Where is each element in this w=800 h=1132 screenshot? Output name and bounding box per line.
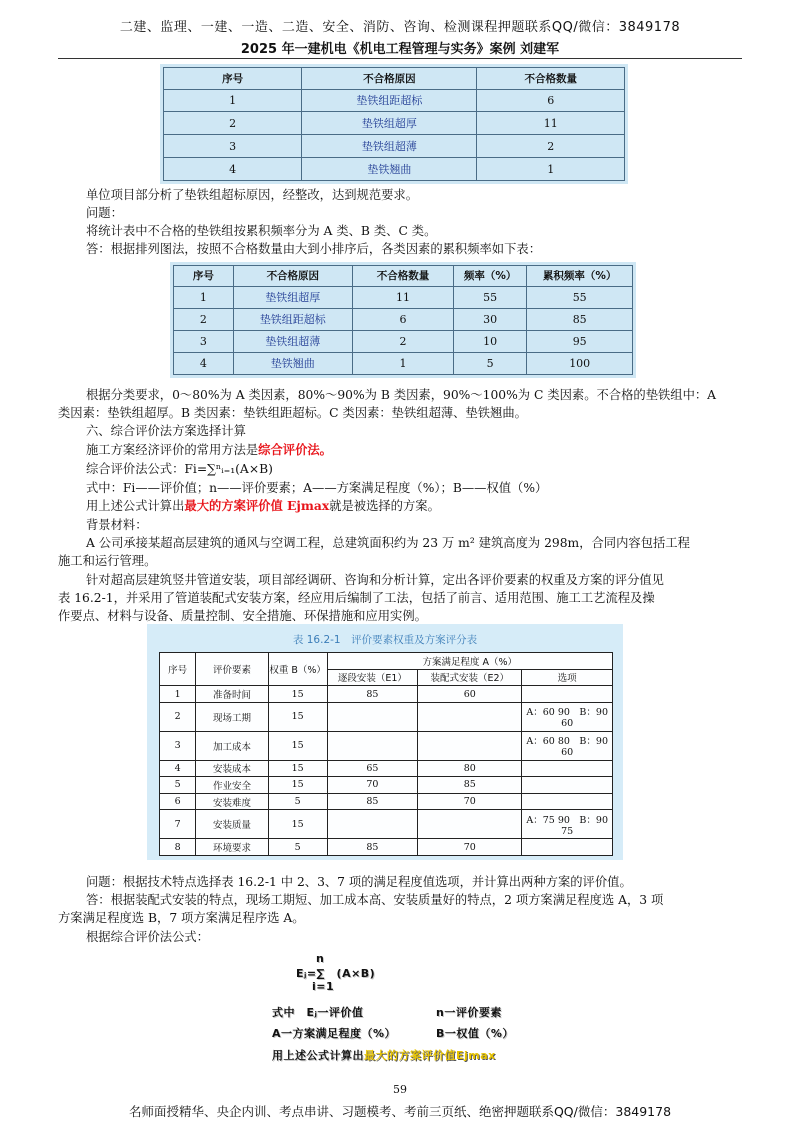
table-cell: 垫铁翘曲 — [233, 352, 352, 374]
table-cell: 100 — [527, 352, 633, 374]
table-cell: 10 — [453, 330, 526, 352]
table-header-cell: 评价要素 — [196, 653, 268, 686]
paragraph: 根据综合评价法公式： — [86, 930, 209, 944]
table-cell: 2 — [352, 330, 453, 352]
table-header-cell: 序号 — [160, 653, 196, 686]
table-row — [174, 308, 633, 330]
table-row — [164, 89, 625, 112]
table-cell: 5 — [268, 839, 327, 856]
table-header-cell: 累积频率（%） — [527, 266, 633, 287]
formula-calc-note — [272, 1047, 496, 1063]
table-header-cell: 不合格原因 — [233, 266, 352, 287]
table-cell: 3 — [174, 330, 234, 352]
table-header-cell: 选项 — [522, 669, 613, 686]
paragraph: 类因素：垫铁组超厚。B 类因素：垫铁组距超标。C 类因素：垫铁组超薄、垫铁翘曲。 — [58, 406, 527, 420]
paragraph: 表 16.2-1，并采用了管道装配式安装方案，经应用后编制了工法，包括了前言、适用范围、施工工艺流程及操 — [58, 591, 655, 605]
page-number: 59 — [393, 1083, 407, 1096]
table-cell: 2 — [164, 112, 302, 135]
table-cell: 55 — [453, 286, 526, 308]
paragraph: 施工和运行管理。 — [58, 554, 157, 568]
formula-main: Eⱼ=∑ (A×B) — [296, 967, 376, 980]
paragraph: 方案满足程度选 B，7 项方案满足程序选 A。 — [58, 911, 305, 925]
table-cell — [522, 686, 613, 703]
table-cell: 5 — [160, 777, 196, 794]
paragraph: 针对超高层建筑竖井管道安装，项目部经调研、咨询和分析计算，定出各评价要素的权重及方案的评分值见 — [86, 573, 664, 587]
header-line-2: 2025 年一建机电《机电工程管理与实务》案例 刘建军 — [240, 42, 560, 57]
table-cell: 安装难度 — [196, 793, 268, 810]
table-cell: 1 — [160, 686, 196, 703]
formula-sum-lower: i=1 — [312, 980, 335, 993]
paragraph — [86, 442, 332, 458]
table-row — [164, 158, 625, 181]
formula-sum-upper: n — [316, 952, 325, 965]
footer-line: 名师面授精华、央企内训、考点串讲、习题模考、考前三页纸、绝密押题联系QQ/微信：3849178 — [128, 1104, 672, 1119]
table-cell: 15 — [268, 686, 327, 703]
table-header-cell: 不合格数量 — [352, 266, 453, 287]
table-cell: 85 — [327, 686, 418, 703]
table-header-cell: 权重 B（%） — [268, 653, 327, 686]
table-row — [160, 760, 613, 777]
table-cell: 4 — [174, 352, 234, 374]
table-row — [164, 112, 625, 135]
table-cell: 15 — [268, 702, 327, 731]
table-cell: 垫铁组超薄 — [302, 135, 477, 158]
table-cell: 6 — [477, 89, 625, 112]
table-cell: 1 — [174, 286, 234, 308]
table-cell: 垫铁组超厚 — [302, 112, 477, 135]
table-cell: 11 — [477, 112, 625, 135]
table-header-cell: 不合格数量 — [477, 68, 625, 90]
table-cell: 85 — [527, 308, 633, 330]
formula-where-satisfaction: A一方案满足程度（%） — [272, 1027, 397, 1040]
table-header-cell: 装配式安装（E2） — [418, 669, 522, 686]
table-header-cell: 不合格原因 — [302, 68, 477, 90]
table-cell: 现场工期 — [196, 702, 268, 731]
table-header-row — [174, 266, 633, 287]
table-row — [174, 286, 633, 308]
table-cell: 垫铁组距超标 — [233, 308, 352, 330]
table-cell: 30 — [453, 308, 526, 330]
table-cell: A：60 80 B：90 60 — [522, 731, 613, 760]
text-span: 用上述公式计算出 — [86, 499, 185, 513]
table-row — [160, 702, 613, 731]
table-cell: 1 — [477, 158, 625, 181]
table-cell: 垫铁组距超标 — [302, 89, 477, 112]
text-span: 用上述公式计算出 — [272, 1049, 364, 1062]
text-span: 就是被选择的方案。 — [329, 499, 440, 513]
table-cell — [418, 810, 522, 839]
table-cell — [327, 810, 418, 839]
table-cell: 1 — [352, 352, 453, 374]
table-cell: 7 — [160, 810, 196, 839]
highlight-text: 综合评价法。 — [258, 442, 332, 457]
table-cell: 65 — [327, 760, 418, 777]
table-row — [160, 686, 613, 703]
table-cell — [522, 839, 613, 856]
table-header-cell: 频率（%） — [453, 266, 526, 287]
table-header-cell: 序号 — [174, 266, 234, 287]
table-header-cell: 序号 — [164, 68, 302, 90]
table-cell: 准备时间 — [196, 686, 268, 703]
formula-line: 综合评价法公式：Fi=∑ⁿᵢ₌₁(A×B) — [86, 462, 273, 476]
table-cell: 11 — [352, 286, 453, 308]
highlight-text: 最大的方案评价值 Ejmax — [184, 498, 330, 513]
formula-image — [272, 952, 542, 1064]
table-cell: 5 — [268, 793, 327, 810]
table-cell: 2 — [160, 702, 196, 731]
table-cell: 加工成本 — [196, 731, 268, 760]
table-cell: 安装质量 — [196, 810, 268, 839]
defect-count-table — [160, 64, 628, 184]
table-cell: 8 — [160, 839, 196, 856]
table-cell: 安装成本 — [196, 760, 268, 777]
table-row — [174, 352, 633, 374]
table-row — [164, 135, 625, 158]
formula-where-factor: n一评价要素 — [436, 1006, 502, 1019]
evaluation-score-table-image — [147, 624, 623, 860]
table-cell: 70 — [418, 793, 522, 810]
table-cell: 3 — [160, 731, 196, 760]
table-header-row — [160, 653, 613, 670]
table-cell: 环境要求 — [196, 839, 268, 856]
table-cell: 垫铁组超厚 — [233, 286, 352, 308]
paragraph: 式中：Fi——评价值；n——评价要素；A——方案满足程度（%）；B——权值（%） — [86, 481, 548, 495]
paragraph: 单位项目部分析了垫铁组超标原因，经整改，达到规范要求。 — [86, 188, 419, 202]
paragraph: 问题：根据技术特点选择表 16.2-1 中 2、3、7 项的满足程度值选项，并计算出两种方案的评价值。 — [86, 875, 632, 889]
table-cell: 15 — [268, 760, 327, 777]
table-cell: 垫铁翘曲 — [302, 158, 477, 181]
table-cell — [327, 702, 418, 731]
paragraph — [86, 498, 440, 514]
table-header-cell: 逐段安装（E1） — [327, 669, 418, 686]
table-cell: 70 — [418, 839, 522, 856]
paragraph: 答：根据装配式安装的特点，现场工期短、加工成本高、安装质量好的特点，2 项方案满足程度选 A，3 项 — [86, 893, 664, 907]
text-span: 施工方案经济评价的常用方法是 — [86, 443, 259, 457]
table-cell: A：75 90 B：90 75 — [522, 810, 613, 839]
table-cell: 15 — [268, 731, 327, 760]
table-cell — [522, 793, 613, 810]
formula-where-weight: B一权值（%） — [436, 1027, 514, 1040]
table-cell — [327, 731, 418, 760]
table-cell: 85 — [327, 839, 418, 856]
table-header-row — [164, 68, 625, 90]
paragraph: 背景材料： — [86, 518, 148, 532]
table-cell: A：60 90 B：90 60 — [522, 702, 613, 731]
table-cell: 垫铁组超薄 — [233, 330, 352, 352]
table-cell: 6 — [160, 793, 196, 810]
cumulative-frequency-table — [170, 262, 636, 378]
table-cell: 作业安全 — [196, 777, 268, 794]
table-cell: 85 — [418, 777, 522, 794]
table-cell: 2 — [174, 308, 234, 330]
table-cell — [418, 702, 522, 731]
table-row — [160, 731, 613, 760]
table-row — [160, 777, 613, 794]
header-line-1: 二建、监理、一建、一造、二造、安全、消防、咨询、检测课程押题联系QQ/微信：3849178 — [119, 20, 681, 35]
highlight-text: 最大的方案评价值Ejmax — [364, 1049, 496, 1062]
section-heading: 六、综合评价法方案选择计算 — [86, 424, 246, 438]
table-cell: 80 — [418, 760, 522, 777]
table-cell: 95 — [527, 330, 633, 352]
table-cell: 5 — [453, 352, 526, 374]
table-cell: 6 — [352, 308, 453, 330]
paragraph: A 公司承接某超高层建筑的通风与空调工程，总建筑面积约为 23 万 m² 建筑高度为 298m，合同内容包括工程 — [86, 536, 690, 550]
table-caption: 表 16.2-1 评价要素权重及方案评分表 — [292, 634, 478, 646]
table-cell: 4 — [160, 760, 196, 777]
paragraph: 问题： — [86, 206, 123, 220]
table-row — [174, 330, 633, 352]
table-cell — [418, 731, 522, 760]
table-cell: 70 — [327, 777, 418, 794]
table-row — [160, 839, 613, 856]
table-row — [160, 793, 613, 810]
formula-where-evaluation: 式中 Eⱼ一评价值 — [272, 1006, 364, 1019]
evaluation-score-table — [159, 652, 613, 856]
table-cell: 2 — [477, 135, 625, 158]
paragraph: 作要点、材料与设备、质量控制、安全措施、环保措施和应用实例。 — [58, 609, 427, 623]
table-cell — [522, 760, 613, 777]
table-cell: 55 — [527, 286, 633, 308]
table-cell: 3 — [164, 135, 302, 158]
paragraph: 答：根据排列图法，按照不合格数量由大到小排序后，各类因素的累积频率如下表： — [86, 242, 541, 256]
table-cell: 4 — [164, 158, 302, 181]
paragraph: 根据分类要求，0～80%为 A 类因素，80%～90%为 B 类因素，90%～100%为 C 类因素。不合格的垫铁组中：A — [86, 388, 717, 402]
table-cell: 85 — [327, 793, 418, 810]
table-cell: 1 — [164, 89, 302, 112]
paragraph: 将统计表中不合格的垫铁组按累积频率分为 A 类、B 类、C 类。 — [86, 224, 437, 238]
table-cell: 60 — [418, 686, 522, 703]
header-divider — [58, 58, 742, 59]
table-cell: 15 — [268, 777, 327, 794]
table-header-cell: 方案满足程度 A（%） — [327, 653, 612, 670]
table-row — [160, 810, 613, 839]
table-cell: 15 — [268, 810, 327, 839]
table-cell — [522, 777, 613, 794]
